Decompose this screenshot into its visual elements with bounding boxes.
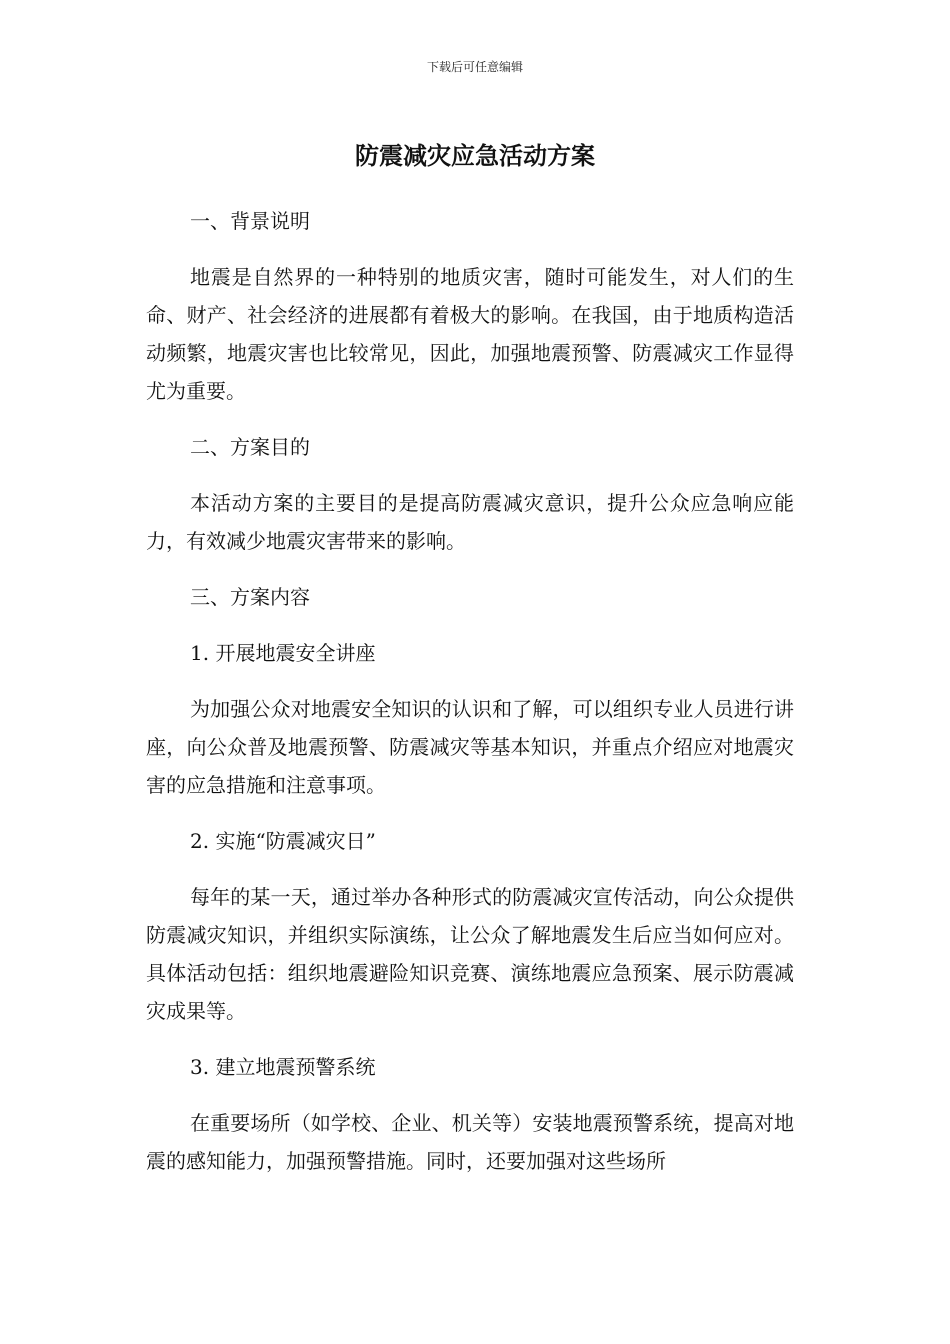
section-heading-content: 三、方案内容 xyxy=(190,585,310,609)
section-heading-purpose: 二、方案目的 xyxy=(190,435,310,459)
paragraph-warning-system: 在重要场所（如学校、企业、机关等）安装地震预警系统，提高对地震的感知能力，加强预警措施。同时，还要加强对这些场所 xyxy=(146,1111,794,1173)
paragraph-disaster-day: 每年的某一天，通过举办各种形式的防震减灾宣传活动，向公众提供防震减灾知识，并组织实际演练，让公众了解地震发生后应当如何应对。具体活动包括：组织地震避险知识竞赛、演练地震应急预案、展示防震减灾成果等。 xyxy=(146,885,794,1023)
paragraph-lecture: 为加强公众对地震安全知识的认识和了解，可以组织专业人员进行讲座，向公众普及地震预警、防震减灾等基本知识，并重点介绍应对地震灾害的应急措施和注意事项。 xyxy=(146,697,794,797)
paragraph-background: 地震是自然界的一种特别的地质灾害，随时可能发生，对人们的生命、财产、社会经济的进展都有着极大的影响。在我国，由于地质构造活动频繁，地震灾害也比较常见，因此，加强地震预警、防震减灾工作显得尤为重要。 xyxy=(146,265,794,403)
section-heading-background: 一、背景说明 xyxy=(190,209,310,233)
paragraph-purpose: 本活动方案的主要目的是提高防震减灾意识，提升公众应急响应能力，有效减少地震灾害带来的影响。 xyxy=(146,491,794,553)
subheading-warning-system: 3. 建立地震预警系统 xyxy=(190,1055,376,1079)
header-note: 下载后可任意编辑 xyxy=(426,60,523,74)
document-title: 防震减灾应急活动方案 xyxy=(355,142,595,170)
document-body xyxy=(146,202,794,1180)
subheading-disaster-day: 2. 实施“防震减灾日” xyxy=(190,829,376,853)
subheading-lecture: 1. 开展地震安全讲座 xyxy=(190,641,376,665)
